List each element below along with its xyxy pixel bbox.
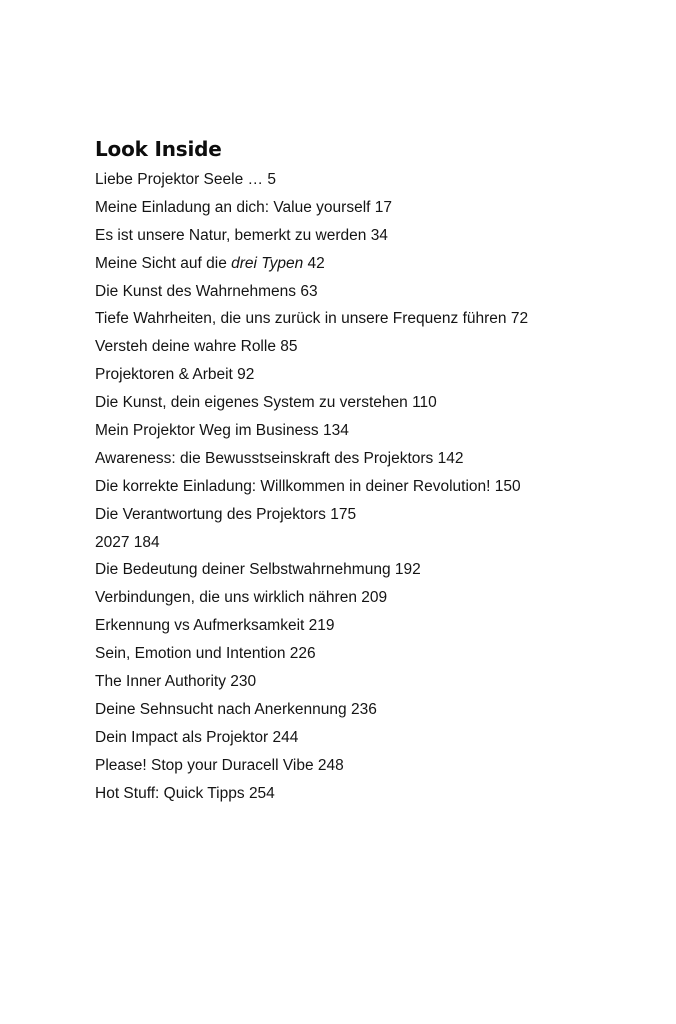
toc-entry-title: Es ist unsere Natur, bemerkt zu werden: [95, 226, 367, 244]
toc-entry: [95, 445, 656, 473]
toc-entry: [95, 584, 656, 612]
toc-entry-title: 2027: [95, 533, 130, 551]
toc-entry-title-emphasis: drei Typen: [231, 254, 304, 272]
toc-entry-page-number: 219: [308, 617, 335, 635]
toc-entry-page-number: 209: [361, 589, 388, 607]
toc-entry-title: Sein, Emotion und Intention: [95, 645, 286, 663]
toc-entry-title: Die korrekte Einladung: Willkommen in deiner Revolution!: [95, 477, 491, 495]
toc-entry-page-number: 248: [317, 756, 344, 774]
toc-entry-title: Versteh deine wahre Rolle: [95, 338, 276, 356]
toc-entry-title: Tiefe Wahrheiten, die uns zurück in unsere Frequenz führen: [95, 310, 507, 328]
toc-entry-page-number: 230: [230, 673, 257, 691]
toc-entry-title: Verbindungen, die uns wirklich nähren: [95, 589, 357, 607]
toc-entry-page-number: 85: [280, 338, 298, 356]
toc-entry: [95, 222, 656, 250]
toc-entry-title: Projektoren & Arbeit: [95, 366, 233, 384]
toc-entry: [95, 752, 656, 780]
toc-entry: [95, 250, 656, 278]
toc-entry-title: Liebe Projektor Seele …: [95, 171, 264, 188]
toc-entry-page-number: 34: [370, 226, 388, 244]
toc-entry: [95, 361, 656, 389]
toc-entry: [95, 473, 656, 501]
toc-page: [95, 136, 656, 807]
toc-entry-page-number: 142: [437, 449, 464, 467]
toc-entry: [95, 780, 656, 808]
toc-entry-page-number: 244: [272, 728, 299, 746]
toc-entry: [95, 529, 656, 557]
toc-entry: [95, 668, 656, 696]
toc-entry-page-number: 236: [350, 700, 377, 718]
toc-entry: [95, 278, 656, 306]
toc-entry: [95, 194, 656, 222]
toc-entry-title: Dein Impact als Projektor: [95, 728, 269, 746]
toc-entry: [95, 333, 656, 361]
toc-entry-title: Mein Projektor Weg im Business: [95, 422, 319, 440]
toc-entry: [95, 612, 656, 640]
toc-entry-page-number: 134: [323, 422, 349, 440]
toc-entry-title: Die Kunst, dein eigenes System zu verstehen: [95, 394, 408, 412]
toc-entry: [95, 724, 656, 752]
toc-entry-title: Meine Einladung an dich: Value yourself: [95, 198, 371, 216]
toc-entry-page-number: 5: [267, 171, 276, 188]
toc-entry-page-number: 72: [510, 310, 529, 328]
toc-entry-page-number: 63: [300, 282, 318, 300]
toc-list: [95, 166, 656, 807]
toc-entry-title: Erkennung vs Aufmerksamkeit: [95, 617, 305, 635]
toc-entry-page-number: 17: [374, 198, 393, 216]
toc-entry-page-number: 226: [289, 645, 316, 663]
toc-entry-title: Die Bedeutung deiner Selbstwahrnehmung: [95, 561, 391, 579]
toc-entry: [95, 417, 656, 445]
toc-entry: [95, 556, 656, 584]
toc-entry-page-number: 110: [412, 394, 437, 412]
toc-entry-title: Meine Sicht auf die: [95, 254, 232, 272]
toc-entry-title: Hot Stuff: Quick Tipps: [95, 784, 245, 802]
toc-entry: [95, 640, 656, 668]
toc-entry-title: Die Kunst des Wahrnehmens: [95, 282, 297, 300]
toc-entry-page-number: 150: [494, 477, 521, 495]
toc-entry: [95, 389, 656, 417]
toc-entry: [95, 305, 656, 333]
toc-entry-page-number: 92: [237, 366, 255, 384]
toc-entry-page-number: 184: [133, 533, 160, 551]
toc-entry-page-number: 42: [307, 254, 325, 272]
toc-entry-title: Please! Stop your Duracell Vibe: [95, 756, 314, 774]
toc-entry: [95, 166, 656, 194]
toc-entry-title: Die Verantwortung des Projektors: [95, 505, 326, 523]
toc-entry-page-number: 175: [330, 505, 357, 523]
toc-entry-page-number: 254: [248, 784, 275, 802]
toc-entry: [95, 696, 656, 724]
page-title: Look Inside: [95, 137, 222, 161]
toc-entry-title: Awareness: die Bewusstseinskraft des Projektors: [95, 449, 434, 467]
toc-entry-page-number: 192: [394, 561, 421, 579]
toc-entry-title: The Inner Authority: [95, 673, 226, 691]
toc-entry-title: Deine Sehnsucht nach Anerkennung: [95, 700, 347, 718]
toc-entry: [95, 501, 656, 529]
